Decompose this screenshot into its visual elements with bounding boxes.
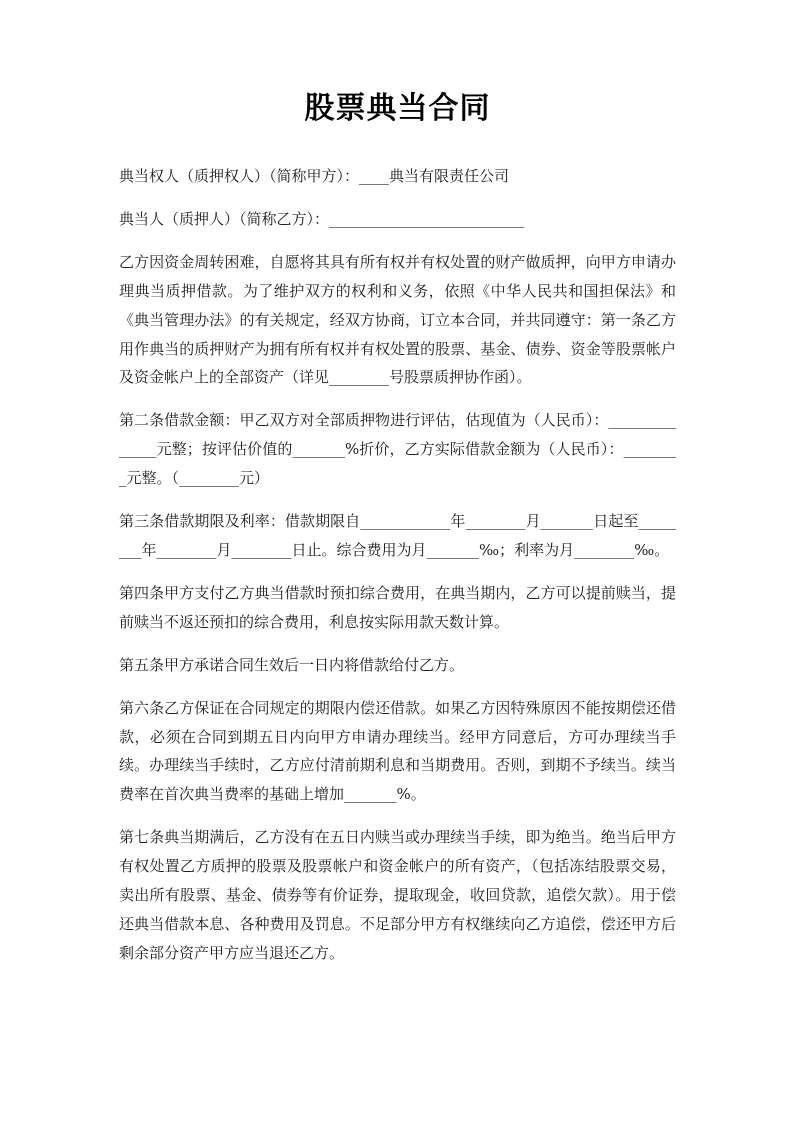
clause-5-paragraph: 第五条甲方承诺合同生效后一日内将借款给付乙方。 [119,655,465,674]
clause-2-paragraph: 第二条借款金额：甲乙双方对全部质押物进行评估，估现值为（人民币）：______________元整；按评估价值的_______%折价，乙方实际借款金额为（人民币）：________元整。（________元） [119,411,676,488]
party-b-line: 典当人（质押人）（简称乙方）：__________________________ [119,209,525,228]
clause-6-paragraph: 第六条乙方保证在合同规定的期限内偿还借款。如果乙方因特殊原因不能按期偿还借款，必须在合同到期五日内向甲方申请办理续当。经甲方同意后，方可办理续当手续。办理续当手续时，乙方应付清前期利息和当期费用。否则，到期不予续当。续当费率在首次典当费率的基础上增加_______%。 [119,698,676,804]
clause-4-paragraph: 第四条甲方支付乙方典当借款时预扣综合费用，在典当期内，乙方可以提前赎当，提前赎当不返还预扣的综合费用，利息按实际用款天数计算。 [119,583,676,631]
preamble-and-clause-1-paragraph: 乙方因资金周转困难，自愿将其具有所有权并有权处置的财产做质押，向甲方申请办理典当质押借款。为了维护双方的权利和义务，依照《中华人民共和国担保法》和《典当管理办法》的有关规定，经双方协商，订立本合同，并共同遵守：第一条乙方用作典当的质押财产为拥有所有权并有权处置的股票、基金、债券、资金等股票帐户及资金帐户上的全部资产（详见________号股票质押协作函）。 [119,252,676,387]
document-title: 股票典当合同 [304,91,491,126]
party-a-line: 典当权人（质押权人）（简称甲方）：____典当有限责任公司 [119,167,510,185]
clause-7-paragraph: 第七条典当期满后，乙方没有在五日内赎当或办理续当手续，即为绝当。绝当后甲方有权处置乙方质押的股票及股票帐户和资金帐户的所有资产，（包括冻结股票交易，卖出所有股票、基金、债券等有价证券，提取现金，收回贷款，追偿欠款）。用于偿还典当借款本息、各种费用及罚息。不足部分甲方有权继续向乙方追偿，偿还甲方后剩余部分资产甲方应当退还乙方。 [119,828,676,962]
clause-3-paragraph: 第三条借款期限及利率：借款期限自____________年________月_______日起至________年________月________日止。综合费用为月_______‰；利率为月________‰。 [119,512,676,559]
